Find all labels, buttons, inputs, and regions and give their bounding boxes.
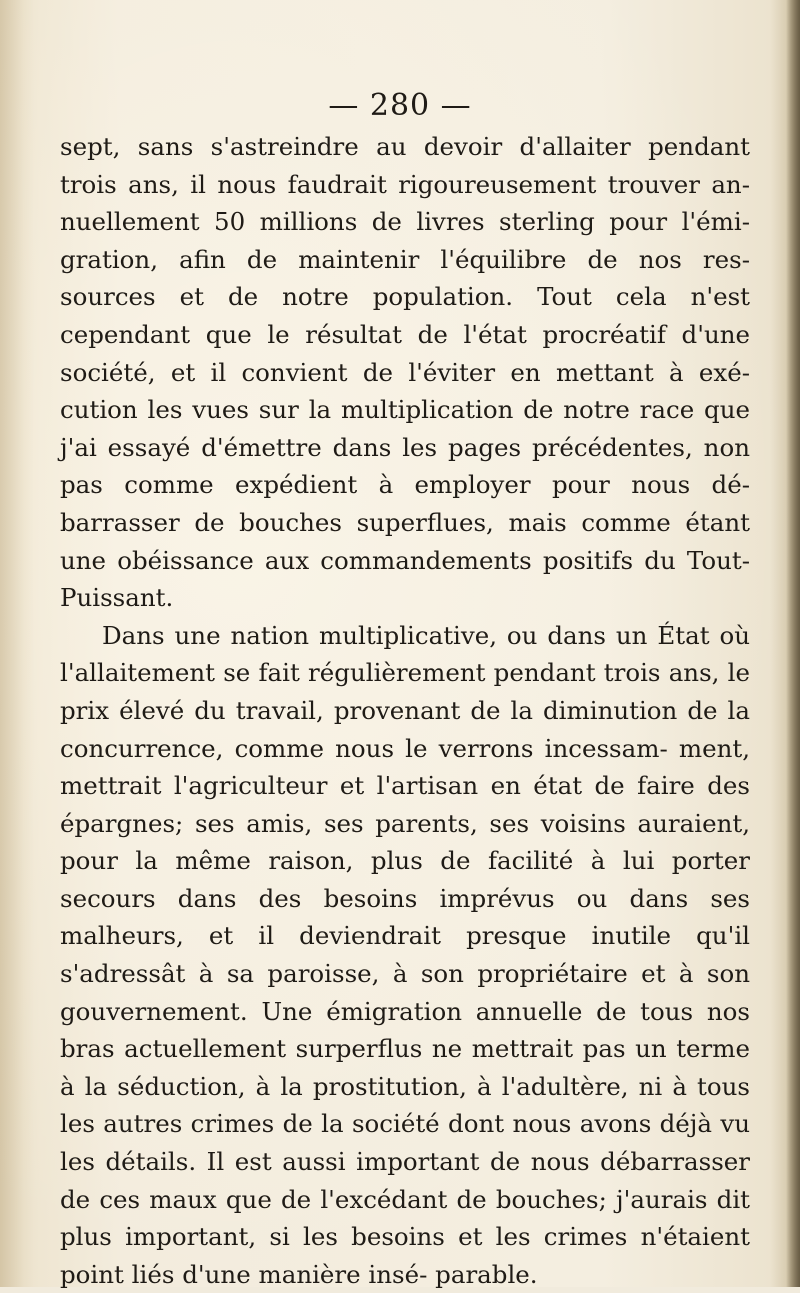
page-body	[60, 128, 750, 1293]
page-edge-shadow	[786, 0, 800, 1287]
page-number-header: — 280 —	[328, 88, 472, 123]
paragraph-2: Dans une nation multiplicative, ou dans un État où l'allaitement se fait régulièrement pendant trois ans, le prix élevé du travail, provenant de la diminution de la concurrence, comme nous le verrons incessam- ment, mettrait l'agriculteur et l'artisan en état de faire des épargnes; ses amis, ses parents, ses voisins auraient, pour la même raison, plus de facilité à lui porter secours dans des besoins imprévus ou dans ses malheurs, et il deviendrait presque inutile qu'il s'adressât à sa paroisse, à son propriétaire et à son gouvernement. Une émigration annuelle de tous nos bras actuellement surperflus ne mettrait pas un terme à la séduction, à la prostitution, à l'adultère, ni à tous les autres crimes de la société dont nous avons déjà vu les détails. Il est aussi important de nous débarrasser de ces maux que de l'excédant de bouches; j'aurais dit plus important, si les besoins et les crimes n'étaient point liés d'une manière insé- parable.	[60, 620, 750, 1289]
paragraph-1: sept, sans s'astreindre au devoir d'allaiter pendant trois ans, il nous faudrait rigoureusement trouver an- nuellement 50 millions de livres sterling pour l'émi- gration, afin de maintenir l'équilibre de nos res- sources et de notre population. Tout cela n'est cependant que le résultat de l'état procréatif d'une société, et il convient de l'éviter en mettant à exé- cution les vues sur la multiplication de notre race que j'ai essayé d'émettre dans les pages précédentes, non pas comme expédient à employer pour nous dé- barrasser de bouches superflues, mais comme étant une obéissance aux commandements positifs du Tout- Puissant.	[60, 132, 750, 613]
page-gutter-shadow	[0, 0, 34, 1287]
